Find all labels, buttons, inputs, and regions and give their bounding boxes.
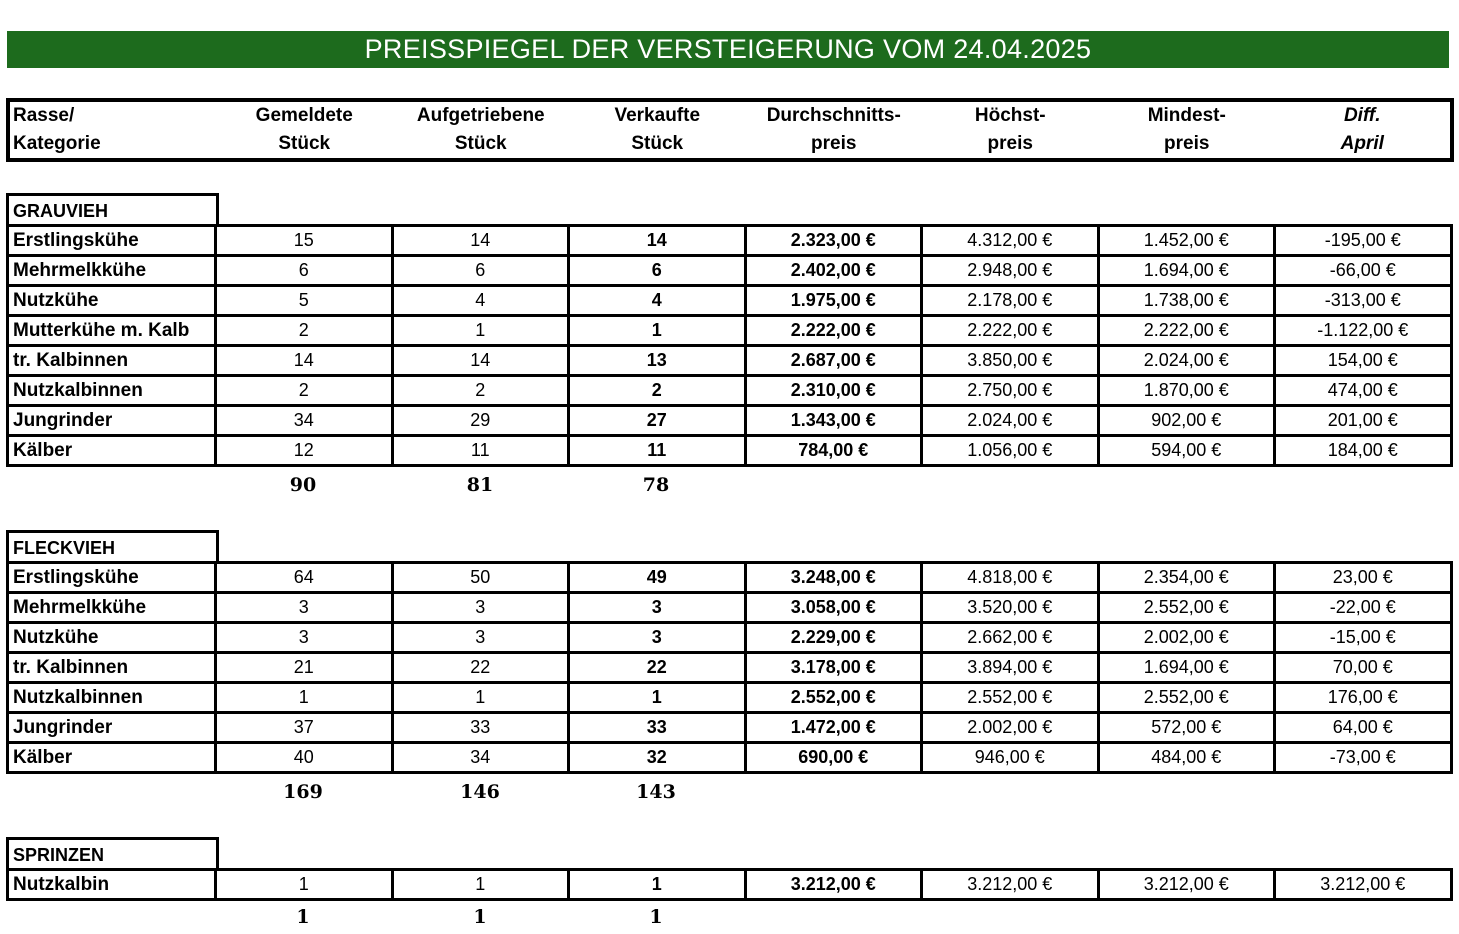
cell-diff-april: 201,00 €: [1275, 406, 1452, 436]
cell-durchschnittspreis: 2.323,00 €: [745, 226, 922, 256]
cell-category: Nutzkühe: [8, 286, 216, 316]
cell-mindestpreis: 484,00 €: [1098, 743, 1275, 773]
header-rasse: Rasse/: [13, 105, 75, 126]
cell-verkauft: 2: [569, 376, 746, 406]
table-row: [8, 563, 1452, 593]
header-gemeldete: Gemeldete: [255, 105, 353, 126]
cell-gemeldet: 3: [216, 623, 393, 653]
cell-aufgetrieben: 22: [392, 653, 569, 683]
cell-gemeldet: 21: [216, 653, 393, 683]
table-row: [8, 376, 1452, 406]
cell-gemeldet: 2: [216, 376, 393, 406]
table-row: [8, 713, 1452, 743]
cell-durchschnittspreis: 1.472,00 €: [745, 713, 922, 743]
cell-verkauft: 49: [569, 563, 746, 593]
cell-diff-april: 474,00 €: [1275, 376, 1452, 406]
cell-mindestpreis: 594,00 €: [1098, 436, 1275, 466]
cell-hoechstpreis: 3.850,00 €: [922, 346, 1099, 376]
cell-mindestpreis: 2.024,00 €: [1098, 346, 1275, 376]
cell-hoechstpreis: 3.212,00 €: [922, 870, 1099, 900]
cell-category: tr. Kalbinnen: [8, 653, 216, 683]
cell-verkauft: 4: [569, 286, 746, 316]
cell-hoechstpreis: 2.948,00 €: [922, 256, 1099, 286]
cell-hoechstpreis: 2.750,00 €: [922, 376, 1099, 406]
cell-category: Nutzkalbinnen: [8, 683, 216, 713]
total-aufgetrieben: 146: [460, 781, 500, 803]
cell-category: Erstlingskühe: [8, 563, 216, 593]
cell-aufgetrieben: 4: [392, 286, 569, 316]
cell-diff-april: 23,00 €: [1275, 563, 1452, 593]
total-verkauft: 1: [649, 906, 663, 928]
cell-diff-april: 70,00 €: [1275, 653, 1452, 683]
cell-gemeldet: 3: [216, 593, 393, 623]
cell-aufgetrieben: 34: [392, 743, 569, 773]
cell-hoechstpreis: 946,00 €: [922, 743, 1099, 773]
cell-mindestpreis: 1.870,00 €: [1098, 376, 1275, 406]
cell-mindestpreis: 2.002,00 €: [1098, 623, 1275, 653]
cell-mindestpreis: 2.552,00 €: [1098, 593, 1275, 623]
cell-category: Jungrinder: [8, 406, 216, 436]
section-table-sprinzen: [6, 868, 1453, 901]
cell-diff-april: -1.122,00 €: [1275, 316, 1452, 346]
table-row: [8, 623, 1452, 653]
cell-gemeldet: 64: [216, 563, 393, 593]
table-row: [8, 256, 1452, 286]
cell-verkauft: 22: [569, 653, 746, 683]
cell-aufgetrieben: 29: [392, 406, 569, 436]
cell-aufgetrieben: 6: [392, 256, 569, 286]
table-row: [8, 653, 1452, 683]
cell-verkauft: 14: [569, 226, 746, 256]
cell-hoechstpreis: 3.520,00 €: [922, 593, 1099, 623]
header-verkaufte: Verkaufte: [614, 105, 701, 126]
cell-hoechstpreis: 2.002,00 €: [922, 713, 1099, 743]
cell-durchschnittspreis: 1.975,00 €: [745, 286, 922, 316]
cell-category: tr. Kalbinnen: [8, 346, 216, 376]
section-table-fleckvieh: [6, 561, 1453, 774]
cell-mindestpreis: 902,00 €: [1098, 406, 1275, 436]
cell-mindestpreis: 1.694,00 €: [1098, 256, 1275, 286]
cell-diff-april: -313,00 €: [1275, 286, 1452, 316]
table-row: [8, 406, 1452, 436]
cell-verkauft: 1: [569, 683, 746, 713]
cell-mindestpreis: 2.552,00 €: [1098, 683, 1275, 713]
cell-durchschnittspreis: 2.229,00 €: [745, 623, 922, 653]
cell-aufgetrieben: 11: [392, 436, 569, 466]
cell-gemeldet: 1: [216, 683, 393, 713]
cell-gemeldet: 15: [216, 226, 393, 256]
table-row: [8, 743, 1452, 773]
table-row: [8, 286, 1452, 316]
cell-durchschnittspreis: 2.402,00 €: [745, 256, 922, 286]
cell-category: Mehrmelkkühe: [8, 256, 216, 286]
cell-gemeldet: 5: [216, 286, 393, 316]
totals-grauvieh: [0, 474, 1459, 498]
header-durchschnitt: Durchschnitts-: [766, 105, 901, 126]
cell-category: Mutterkühe m. Kalb: [8, 316, 216, 346]
cell-gemeldet: 12: [216, 436, 393, 466]
header-row-1: [8, 100, 1452, 130]
cell-hoechstpreis: 2.222,00 €: [922, 316, 1099, 346]
cell-aufgetrieben: 3: [392, 593, 569, 623]
cell-aufgetrieben: 1: [392, 870, 569, 900]
cell-category: Jungrinder: [8, 713, 216, 743]
cell-gemeldet: 14: [216, 346, 393, 376]
cell-verkauft: 1: [569, 870, 746, 900]
table-row: [8, 683, 1452, 713]
cell-mindestpreis: 3.212,00 €: [1098, 870, 1275, 900]
cell-durchschnittspreis: 3.058,00 €: [745, 593, 922, 623]
cell-diff-april: 3.212,00 €: [1275, 870, 1452, 900]
cell-category: Nutzkalbin: [8, 870, 216, 900]
cell-durchschnittspreis: 2.552,00 €: [745, 683, 922, 713]
total-verkauft: 78: [642, 474, 670, 496]
table-row: [8, 346, 1452, 376]
cell-diff-april: -195,00 €: [1275, 226, 1452, 256]
total-aufgetrieben: 81: [466, 474, 494, 496]
totals-fleckvieh: [0, 781, 1459, 805]
table-row: [8, 436, 1452, 466]
cell-hoechstpreis: 4.312,00 €: [922, 226, 1099, 256]
cell-hoechstpreis: 1.056,00 €: [922, 436, 1099, 466]
cell-gemeldet: 40: [216, 743, 393, 773]
cell-aufgetrieben: 14: [392, 226, 569, 256]
header-preis-1: preis: [811, 133, 857, 154]
cell-aufgetrieben: 50: [392, 563, 569, 593]
cell-gemeldet: 34: [216, 406, 393, 436]
cell-verkauft: 33: [569, 713, 746, 743]
cell-verkauft: 6: [569, 256, 746, 286]
cell-hoechstpreis: 4.818,00 €: [922, 563, 1099, 593]
cell-gemeldet: 1: [216, 870, 393, 900]
header-aufgetriebene: Aufgetriebene: [416, 105, 545, 126]
cell-hoechstpreis: 2.662,00 €: [922, 623, 1099, 653]
cell-category: Kälber: [8, 743, 216, 773]
cell-durchschnittspreis: 690,00 €: [745, 743, 922, 773]
cell-aufgetrieben: 1: [392, 683, 569, 713]
column-header-table: [6, 98, 1454, 162]
cell-gemeldet: 2: [216, 316, 393, 346]
header-row-2: [8, 130, 1452, 160]
table-row: [8, 226, 1452, 256]
section-label-fleckvieh: FLECKVIEH: [6, 530, 219, 561]
table-row: [8, 316, 1452, 346]
header-preis-2: preis: [987, 133, 1033, 154]
cell-category: Nutzkühe: [8, 623, 216, 653]
table-row: [8, 593, 1452, 623]
cell-mindestpreis: 1.452,00 €: [1098, 226, 1275, 256]
cell-gemeldet: 6: [216, 256, 393, 286]
cell-hoechstpreis: 2.552,00 €: [922, 683, 1099, 713]
cell-category: Nutzkalbinnen: [8, 376, 216, 406]
cell-aufgetrieben: 2: [392, 376, 569, 406]
cell-diff-april: 64,00 €: [1275, 713, 1452, 743]
cell-durchschnittspreis: 3.178,00 €: [745, 653, 922, 683]
cell-diff-april: -22,00 €: [1275, 593, 1452, 623]
cell-durchschnittspreis: 1.343,00 €: [745, 406, 922, 436]
table-row: [8, 870, 1452, 900]
cell-diff-april: 154,00 €: [1275, 346, 1452, 376]
header-stueck-3: Stück: [631, 133, 684, 154]
cell-verkauft: 11: [569, 436, 746, 466]
cell-gemeldet: 37: [216, 713, 393, 743]
section-label-sprinzen: SPRINZEN: [6, 837, 219, 868]
cell-durchschnittspreis: 3.248,00 €: [745, 563, 922, 593]
header-april: April: [1340, 133, 1384, 154]
total-verkauft: 143: [636, 781, 676, 803]
total-gemeldet: 90: [289, 474, 317, 496]
cell-verkauft: 1: [569, 316, 746, 346]
cell-diff-april: -73,00 €: [1275, 743, 1452, 773]
cell-mindestpreis: 572,00 €: [1098, 713, 1275, 743]
cell-aufgetrieben: 3: [392, 623, 569, 653]
total-gemeldet: 1: [296, 906, 310, 928]
cell-category: Erstlingskühe: [8, 226, 216, 256]
cell-aufgetrieben: 1: [392, 316, 569, 346]
cell-mindestpreis: 1.738,00 €: [1098, 286, 1275, 316]
cell-verkauft: 13: [569, 346, 746, 376]
cell-durchschnittspreis: 2.310,00 €: [745, 376, 922, 406]
header-stueck-1: Stück: [278, 133, 331, 154]
cell-category: Kälber: [8, 436, 216, 466]
cell-hoechstpreis: 2.178,00 €: [922, 286, 1099, 316]
cell-mindestpreis: 1.694,00 €: [1098, 653, 1275, 683]
section-table-grauvieh: [6, 224, 1453, 467]
section-label-grauvieh: GRAUVIEH: [6, 193, 219, 224]
cell-diff-april: -15,00 €: [1275, 623, 1452, 653]
cell-diff-april: 184,00 €: [1275, 436, 1452, 466]
page-title: PREISSPIEGEL DER VERSTEIGERUNG VOM 24.04.2025: [7, 31, 1449, 68]
cell-hoechstpreis: 3.894,00 €: [922, 653, 1099, 683]
cell-diff-april: -66,00 €: [1275, 256, 1452, 286]
cell-verkauft: 27: [569, 406, 746, 436]
header-mindest: Mindest-: [1147, 105, 1226, 126]
cell-durchschnittspreis: 2.687,00 €: [745, 346, 922, 376]
cell-diff-april: 176,00 €: [1275, 683, 1452, 713]
cell-verkauft: 32: [569, 743, 746, 773]
cell-durchschnittspreis: 784,00 €: [745, 436, 922, 466]
header-hoechst: Höchst-: [974, 105, 1046, 126]
header-stueck-2: Stück: [454, 133, 507, 154]
cell-aufgetrieben: 14: [392, 346, 569, 376]
cell-durchschnittspreis: 3.212,00 €: [745, 870, 922, 900]
total-aufgetrieben: 1: [473, 906, 487, 928]
cell-mindestpreis: 2.222,00 €: [1098, 316, 1275, 346]
cell-hoechstpreis: 2.024,00 €: [922, 406, 1099, 436]
cell-aufgetrieben: 33: [392, 713, 569, 743]
cell-verkauft: 3: [569, 623, 746, 653]
header-preis-3: preis: [1164, 133, 1210, 154]
total-gemeldet: 169: [283, 781, 323, 803]
cell-durchschnittspreis: 2.222,00 €: [745, 316, 922, 346]
header-kategorie: Kategorie: [13, 133, 101, 154]
cell-category: Mehrmelkkühe: [8, 593, 216, 623]
cell-mindestpreis: 2.354,00 €: [1098, 563, 1275, 593]
totals-sprinzen: [0, 906, 1459, 930]
header-diff: Diff.: [1343, 105, 1381, 126]
cell-verkauft: 3: [569, 593, 746, 623]
